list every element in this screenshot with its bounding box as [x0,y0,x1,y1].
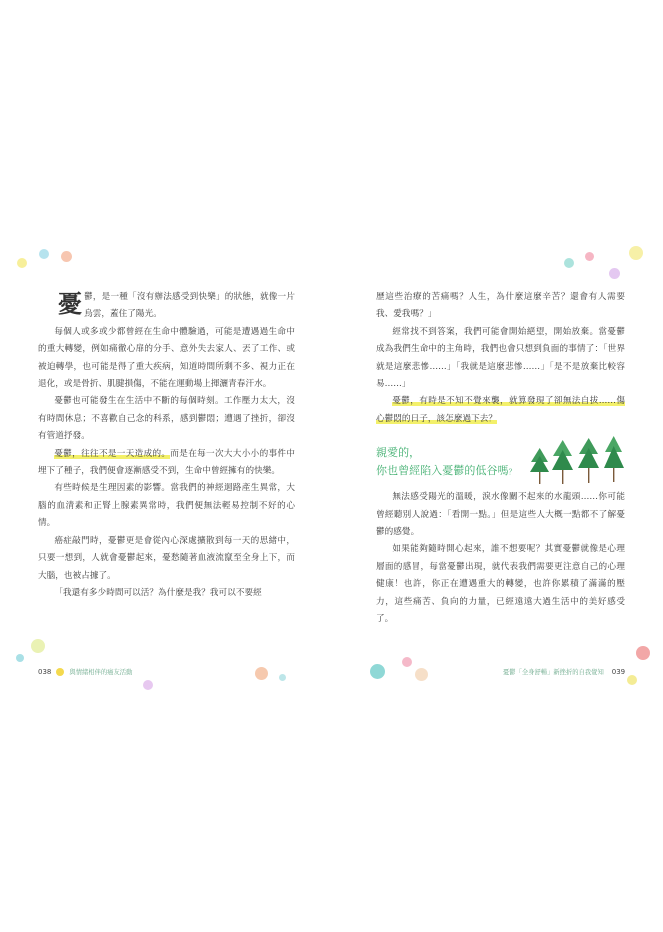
pine-tree-icon [530,448,549,484]
pine-tree-icon [604,436,624,482]
pine-tree-icon [552,440,573,484]
smile-icon [56,668,64,676]
paragraph: 歷這些治療的苦痛嗎？人生，為什麼這麼辛苦？還會有人需要我、愛我嗎？」 [376,292,625,320]
section-title-line1: 親愛的， [376,446,421,460]
decor-dot [629,246,643,260]
dropcap: 憂 [58,289,83,318]
decor-dot [61,251,72,262]
paragraph: 有些時候是生理因素的影響。當我們的神經迴路產生異常，大腦的血清素和正腎上腺素異常時，我們便無法輕易控制不好的心情。 [38,483,295,529]
pine-trees-illustration [527,436,627,486]
paragraph: 經常找不到答案，我們可能會開始絕望，開始放棄。當憂鬱成為我們生命中的主角時，我們也會只想到負面的事情了：「世界就是這麼悲慘……」「我就是這麼悲慘……」「是不是放棄比較容易……」 [376,326,625,390]
highlight-phrase: 憂鬱，往往不是一天造成的。 [54,448,171,459]
decor-dot [370,664,385,679]
paragraph: 無法感受陽光的溫暖，淚水像關不起來的水龍頭……你可能曾經聽別人說過：「看開一點。」但是這些人大概一點都不了解憂鬱的感覺。 [376,492,625,538]
footer-title: 憂鬱「全身舒暢」新挫折的自我覺知 [503,669,604,676]
decor-dot [609,268,620,279]
section-title-mark: ？ [508,468,516,477]
decor-dot [402,657,412,667]
decor-dot [143,680,153,690]
page-number: 038 [38,668,52,676]
decor-dot [255,667,268,680]
right-footer [503,667,625,676]
pine-tree-icon [578,438,599,483]
highlight-paragraph [38,446,295,481]
paragraph-rest: 而是在每一次大大小小的事件中埋下了種子，我們便會逐漸感受不到，生命中曾經擁有的快樂。 [38,448,295,477]
decor-dot [39,249,49,259]
page-number: 039 [611,668,626,676]
decor-dot [31,639,45,653]
footer-title: 與情緒相伴的癌友活動 [69,669,133,676]
decor-dot [564,258,574,268]
section-title-line2: 你也曾經陷入憂鬱的低谷嗎 [376,464,509,478]
paragraph: 癌症敲門時，憂鬱更是會從內心深處擴散到每一天的思緒中，只要一想到，人就會憂鬱起來，憂愁隨著血液流竄至全身上下，而大腦，也被占據了。 [38,535,295,581]
decor-dot [585,252,594,261]
highlight-paragraph [376,393,625,428]
decor-dot [279,674,286,681]
decor-dot [415,668,428,681]
paragraph: 憂鬱也可能發生在生活中不斷的每個時刻。工作壓力太大，沒有時間休息；不喜歡自己念的科系，感到鬱悶；遭遇了挫折，卻沒有管道抒發。 [38,396,295,442]
highlight-phrase: 憂鬱，有時是不知不覺來襲，就算發現了卻無法自拔……傷心鬱悶的日子，該怎麼過下去？ [376,396,625,424]
paragraph: 如果能夠隨時開心起來，誰不想要呢？其實憂鬱就像是心理層面的感冒，每當憂鬱出現，就代表我們需要更注意自己的心理健康！也許，你正在遭遇重大的轉變，也許你累積了滿滿的壓力，這些痛苦、負向的力量，已經遠遠大過生活中的美好感受了。 [376,544,625,625]
left-footer [38,667,132,676]
paragraph: 每個人或多或少都曾經在生命中體驗過，可能是遭遇過生命中的重大轉變，例如痛徹心扉的分手、意外失去家人、丟了工作、或被迫轉學，也可能是得了重大疾病，知道時間所剩不多、視力正在退化，或是骨折、肌腱損傷，不能在運動場上揮灑青春汗水。 [38,326,295,390]
left-page-body [38,289,295,602]
paragraph: 「我還有多少時間可以活？為什麼是我？我可以不要經 [54,587,262,598]
decor-dot [627,675,637,685]
decor-dot [636,646,650,660]
paragraph: 鬱，是一種「沒有辦法感受到快樂」的狀態，就像一片烏雲，蓋住了陽光。 [84,292,295,320]
decor-dot [17,258,27,268]
decor-dot [16,654,24,662]
